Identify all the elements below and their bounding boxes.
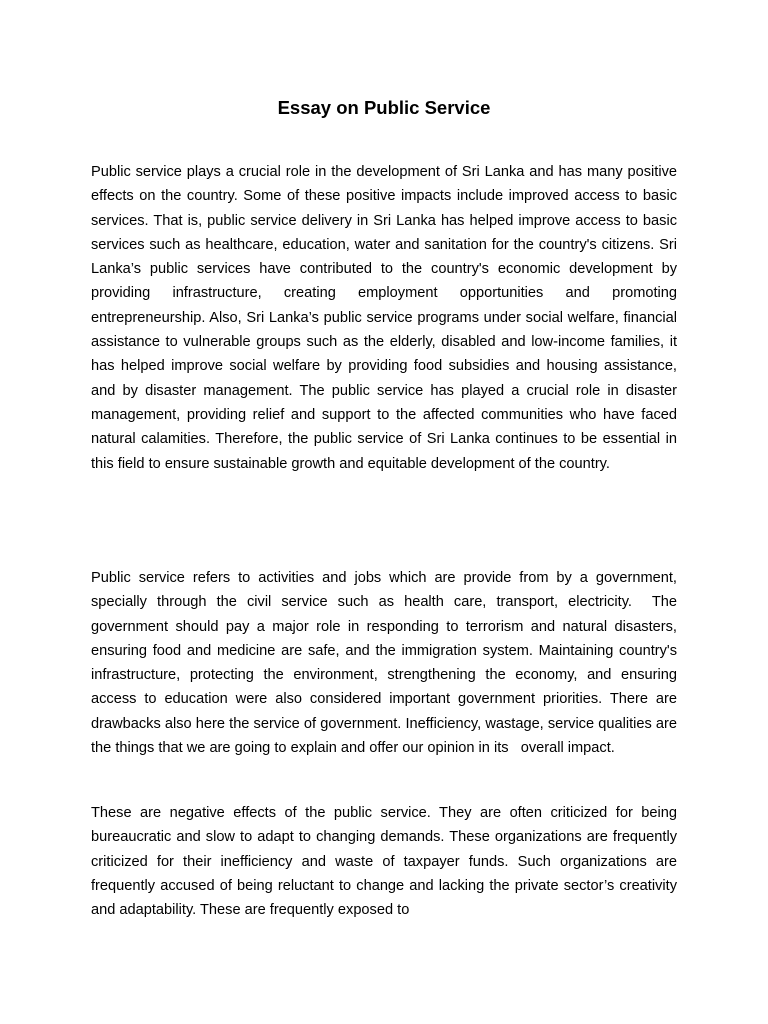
paragraph-definition: Public service refers to activities and jobs which are provide from by a government, specially through the civil service such as health care, transport, electricity. The government should pay a major role in responding to terrorism and natural disasters, ensuring food and medicine are safe, and the immigration system. Maintaining country's infrastructure, protecting the environment, strengthening the economy, and ensuring access to education were also considered important government priorities. There are drawbacks also here the service of government. Inefficiency, wastage, service qualities are the things that we are going to explain and offer our opinion in its overall impact. — [91, 570, 682, 757]
paragraph-negative-effects: These are negative effects of the public service. They are often criticized for being bureaucratic and slow to adapt to changing demands. These organizations are frequently criticized for their inefficiency and waste of taxpayer funds. Such organizations are frequently accused of being reluctant to change and lacking the private sector’s creativity and adaptability. These are frequently exposed to — [91, 805, 682, 919]
essay-title: Essay on Public Service — [277, 97, 491, 118]
paragraph-positive-effects: Public service plays a crucial role in the development of Sri Lanka and has many positive effects on the country. Some of these positive impacts include improved access to basic services. That is, public service delivery in Sri Lanka has helped improve access to basic services such as healthcare, education, water and sanitation for the country's citizens. Sri Lanka’s public services have contributed to the country's economic development by providing infrastructure, creating employment opportunities and promoting entrepreneurship. Also, Sri Lanka’s public service programs under social welfare, financial assistance to vulnerable groups such as the elderly, disabled and low-income families, it has helped improve social welfare by providing food subsidies and housing assistance, and by disaster management. The public service has played a crucial role in disaster management, providing relief and support to the affected communities who have faced natural calamities. Therefore, the public service of Sri Lanka continues to be essential in this field to ensure sustainable growth and equitable development of the country. — [91, 164, 682, 472]
